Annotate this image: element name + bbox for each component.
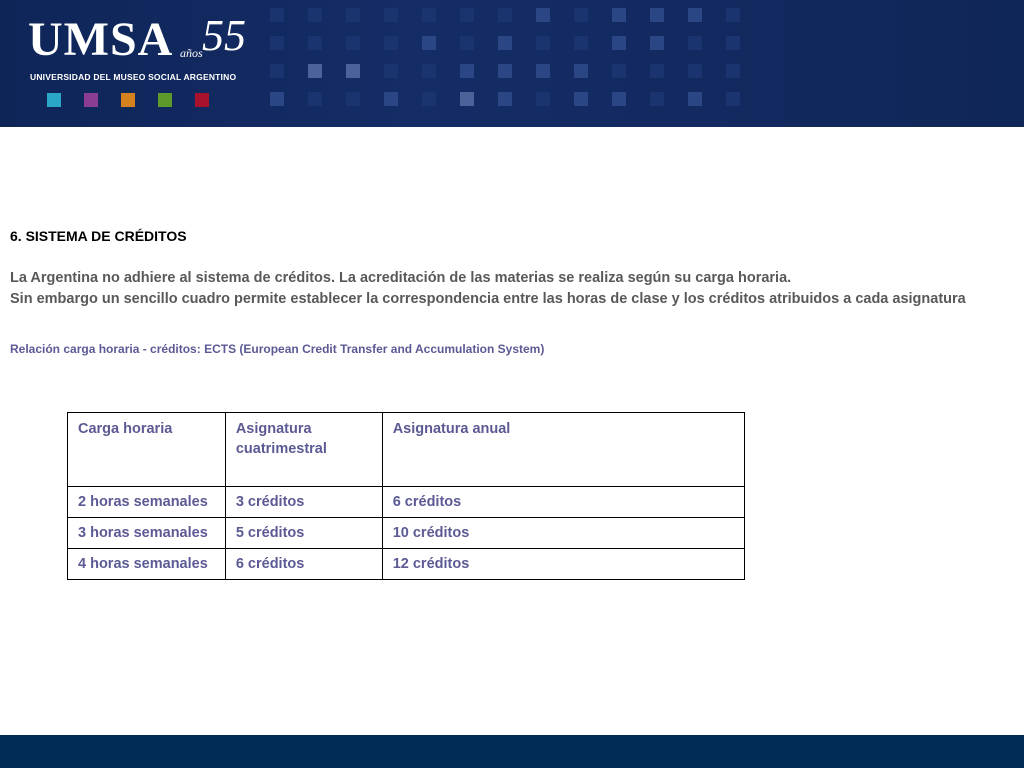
decorative-square xyxy=(726,92,740,106)
decorative-square xyxy=(574,64,588,78)
umsa-logo: UMSA xyxy=(28,13,174,66)
decorative-square xyxy=(384,36,398,50)
decorative-square xyxy=(726,64,740,78)
decorative-square xyxy=(384,8,398,22)
header-cell: Carga horaria xyxy=(68,413,226,487)
decorative-square xyxy=(688,8,702,22)
decorative-square xyxy=(384,92,398,106)
decorative-square xyxy=(688,92,702,106)
swatch-red xyxy=(195,93,209,107)
decorative-square xyxy=(422,36,436,50)
decorative-square xyxy=(308,8,322,22)
swatch-purple xyxy=(84,93,98,107)
decorative-square xyxy=(346,8,360,22)
decorative-square xyxy=(270,64,284,78)
decorative-square xyxy=(498,8,512,22)
decorative-square xyxy=(536,8,550,22)
decorative-square xyxy=(346,64,360,78)
decorative-square xyxy=(726,8,740,22)
decorative-square xyxy=(460,36,474,50)
decorative-square xyxy=(346,92,360,106)
table-cell: 10 créditos xyxy=(382,518,744,549)
swatch-cyan xyxy=(47,93,61,107)
decorative-square xyxy=(688,64,702,78)
decorative-square xyxy=(422,92,436,106)
logo-subtitle: UNIVERSIDAD DEL MUSEO SOCIAL ARGENTINO xyxy=(30,72,237,82)
decorative-square xyxy=(384,64,398,78)
ects-relation-note: Relación carga horaria - créditos: ECTS (European Credit Transfer and Accumulation System) xyxy=(10,342,545,356)
decorative-square xyxy=(308,36,322,50)
table-cell: 4 horas semanales xyxy=(68,549,226,580)
table-cell: 6 créditos xyxy=(225,549,382,580)
table-cell: 2 horas semanales xyxy=(68,487,226,518)
table-cell: 12 créditos xyxy=(382,549,744,580)
footer-bar xyxy=(0,735,1024,768)
decorative-square xyxy=(270,36,284,50)
intro-paragraph: La Argentina no adhiere al sistema de créditos. La acreditación de las materias se realiza según su carga horaria. xyxy=(10,270,792,286)
decorative-square xyxy=(536,92,550,106)
decorative-square xyxy=(498,36,512,50)
header-banner xyxy=(0,0,1024,127)
swatch-green xyxy=(158,93,172,107)
decorative-square xyxy=(612,8,626,22)
decorative-square xyxy=(612,92,626,106)
header-cell: Asignatura anual xyxy=(382,413,744,487)
decorative-square xyxy=(650,36,664,50)
decorative-square xyxy=(270,92,284,106)
decorative-square xyxy=(612,64,626,78)
decorative-square xyxy=(612,36,626,50)
decorative-square xyxy=(308,92,322,106)
decorative-square xyxy=(422,64,436,78)
table-row xyxy=(68,549,745,580)
decorative-square xyxy=(574,36,588,50)
decorative-square xyxy=(574,8,588,22)
decorative-square xyxy=(498,64,512,78)
decorative-square xyxy=(536,36,550,50)
logo-years-number: 55 xyxy=(202,11,246,60)
table-header-row xyxy=(68,413,745,487)
table-row xyxy=(68,487,745,518)
decorative-square xyxy=(460,64,474,78)
decorative-square xyxy=(650,64,664,78)
decorative-square xyxy=(574,92,588,106)
decorative-square xyxy=(422,8,436,22)
table-cell: 3 horas semanales xyxy=(68,518,226,549)
decorative-square-pattern xyxy=(270,8,740,106)
credits-table xyxy=(67,412,745,580)
decorative-square xyxy=(536,64,550,78)
decorative-square xyxy=(308,64,322,78)
table-cell: 5 créditos xyxy=(225,518,382,549)
swatch-orange xyxy=(121,93,135,107)
table-cell: 3 créditos xyxy=(225,487,382,518)
decorative-square xyxy=(270,8,284,22)
decorative-square xyxy=(346,36,360,50)
decorative-square xyxy=(650,8,664,22)
table-cell: 6 créditos xyxy=(382,487,744,518)
decorative-square xyxy=(726,36,740,50)
table-row xyxy=(68,518,745,549)
decorative-square xyxy=(498,92,512,106)
header-cell: Asignatura cuatrimestral xyxy=(225,413,382,487)
logo-years-label: años xyxy=(180,46,203,60)
decorative-square xyxy=(460,8,474,22)
decorative-square xyxy=(688,36,702,50)
color-swatches xyxy=(47,93,209,107)
correspondence-paragraph: Sin embargo un sencillo cuadro permite establecer la correspondencia entre las horas de clase y los créditos atribuidos a cada asignatura xyxy=(10,291,966,307)
section-title: 6. SISTEMA DE CRÉDITOS xyxy=(10,228,187,244)
decorative-square xyxy=(650,92,664,106)
decorative-square xyxy=(460,92,474,106)
content-area xyxy=(10,228,1010,356)
